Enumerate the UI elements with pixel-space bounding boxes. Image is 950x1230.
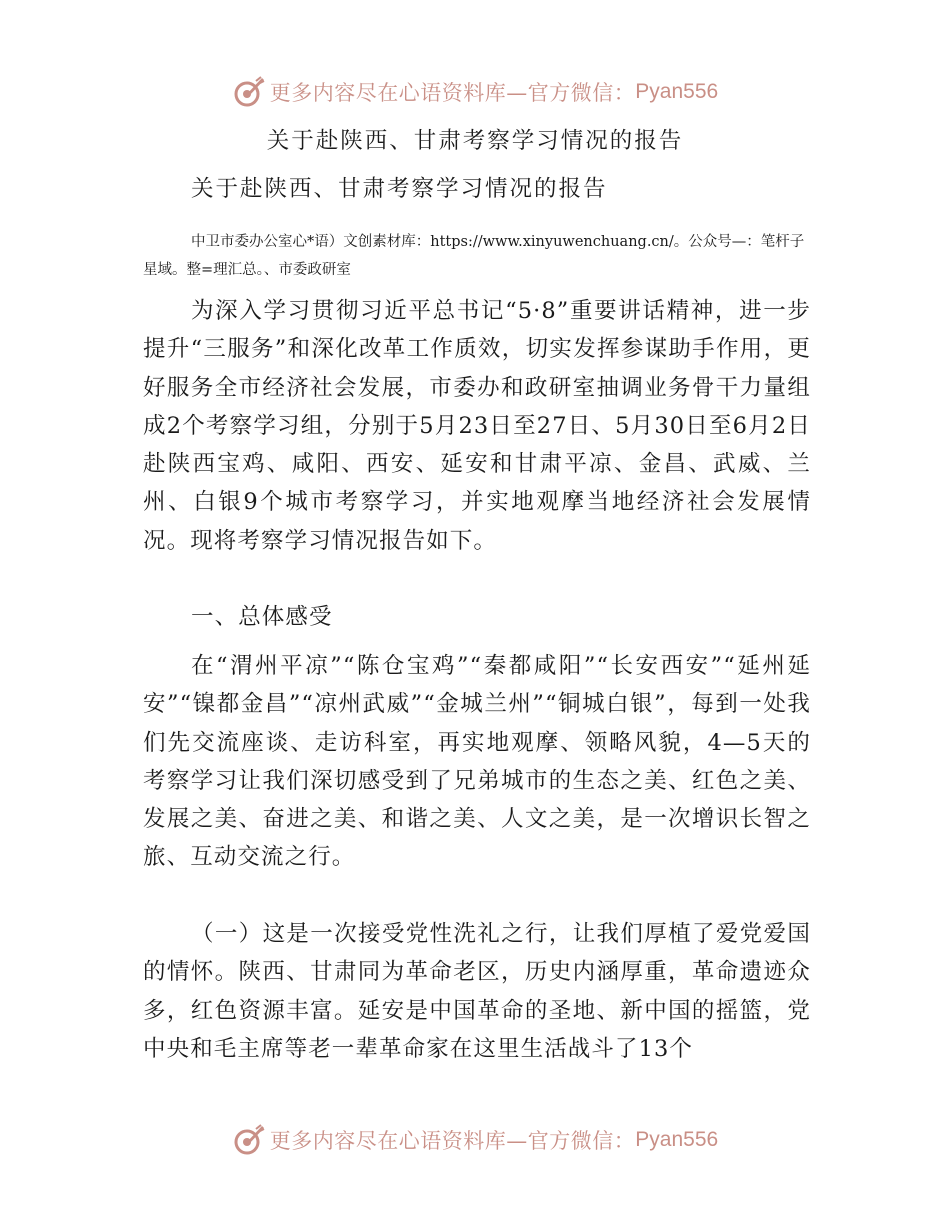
document-title: 关于赴陕西、甘肃考察学习情况的报告 xyxy=(266,128,684,154)
banner-text: 更多内容尽在心语资料库—官方微信： xyxy=(269,81,636,105)
source-line: 中卫市委办公室心*语）文创素材库：https://www.xinyuwenchuang.cn/。公众号—：笔杆子星域。整=理汇总。、市委政研室 xyxy=(143,234,805,278)
banner-wechat-id: Pyan556 xyxy=(635,80,719,103)
feather-pen-logo-icon xyxy=(232,1123,266,1157)
header-banner xyxy=(0,72,950,112)
document-subtitle: 关于赴陕西、甘肃考察学习情况的报告 xyxy=(191,176,608,202)
body-paragraph-overview: 在“渭州平凉”“陈仓宝鸡”“秦都咸阳”“长安西安”“延州延安”“镍都金昌”“凉州武威”“金城兰州”“铜城白银”，每到一处我们先交流座谈、走访科室，再实地观摩、领略风貌，4—5天的考察学习让我们深切感受到了兄弟城市的生态之美、红色之美、发展之美、奋进之美、和谐之美、人文之美，是一次增识长智之旅、互动交流之行。 xyxy=(143,653,811,871)
body-paragraph-subsection-1: （一）这是一次接受党性洗礼之行，让我们厚植了爱党爱国的情怀。陕西、甘肃同为革命老区，历史内涵厚重，革命遗迹众多，红色资源丰富。延安是中国革命的圣地、新中国的摇篮，党中央和毛主席等老一辈革命家在这里生活战斗了13个 xyxy=(143,921,811,1062)
banner-wechat-id: Pyan556 xyxy=(635,1128,719,1151)
body-paragraph-intro: 为深入学习贯彻习近平总书记“5·8”重要讲话精神，进一步提升“三服务”和深化改革工作质效，切实发挥参谋助手作用，更好服务全市经济社会发展，市委办和政研室抽调业务骨干力量组成2个考察学习组，分别于5月23日至27日、5月30日至6月2日赴陕西宝鸡、咸阳、西安、延安和甘肃平凉、金昌、武威、兰州、白银9个城市考察学习，并实地观摩当地经济社会发展情况。现将考察学习情况报告如下。 xyxy=(143,298,811,554)
feather-pen-logo-icon xyxy=(232,75,266,109)
banner-text: 更多内容尽在心语资料库—官方微信： xyxy=(269,1129,636,1153)
footer-banner xyxy=(0,1120,950,1160)
section-heading: 一、总体感受 xyxy=(191,604,333,630)
